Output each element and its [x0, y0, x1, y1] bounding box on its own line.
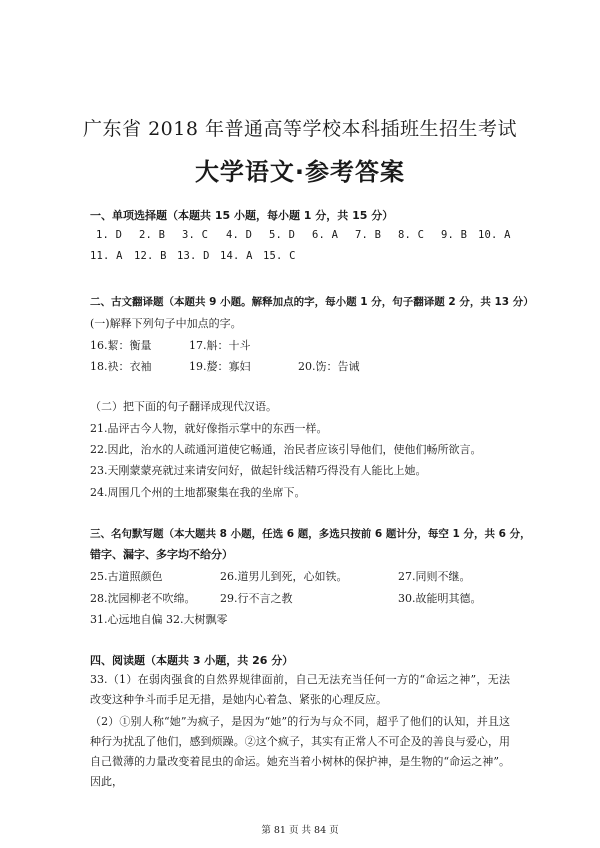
mcq-answer: 12. B — [134, 250, 167, 262]
word-answer: 17.斛：十斗 — [189, 339, 251, 352]
reading-answer-paragraph: 33.（1）在弱肉强食的自然界规律面前，自己无法充当任何一方的“命运之神”，无法改变这种争斗而手足无措，是她内心着急、紧张的心理反应。 — [90, 673, 510, 706]
quote-answer: 29.行不言之教 — [220, 592, 293, 605]
sentence-answer: 23.天刚蒙蒙亮就过来请安问好，做起针线活精巧得没有人能比上她。 — [90, 464, 427, 477]
mcq-answer: 15. C — [263, 250, 296, 262]
mcq-answer: 14. A — [220, 250, 253, 262]
page-title: 广东省 2018 年普通高等学校本科插班生招生考试 — [83, 118, 517, 140]
mcq-answer: 3. C — [182, 229, 209, 241]
mcq-answer: 7. B — [355, 229, 382, 241]
mcq-answer: 11. A — [90, 250, 123, 262]
mcq-answer: 6. A — [312, 229, 339, 241]
sentence-answer: 22.因此，治水的人疏通河道使它畅通，治民者应该引导他们，使他们畅所欲言。 — [90, 443, 482, 456]
quote-answer: 27.同则不继。 — [398, 570, 471, 583]
section1-heading: 一、单项选择题（本题共 15 小题，每小题 1 分，共 15 分） — [90, 209, 394, 222]
reading-answer-paragraph: （2）①别人称“她”为疯子，是因为“她”的行为与众不同，超乎了他们的认知，并且这种行为扰乱了他们，感到烦躁。②这个疯子，其实有正常人不可企及的善良与爱心，用自己微薄的力量改变着昆虫的命运。她充当着小树林的保护神，是生物的“命运之神”。因此， — [90, 715, 510, 788]
mcq-answer: 9. B — [441, 229, 468, 241]
mcq-answer: 13. D — [177, 250, 210, 262]
page-subtitle: 大学语文·参考答案 — [194, 158, 406, 186]
quote-answer: 25.古道照颜色 — [90, 570, 163, 583]
quote-answer: 30.故能明其德。 — [398, 592, 482, 605]
word-answer: 16.絜：衡量 — [90, 339, 152, 352]
quote-answer: 26.道男儿到死，心如铁。 — [220, 570, 348, 583]
section2-sub1: (一)解释下列句子中加点的字。 — [90, 317, 242, 330]
mcq-answer: 1. D — [96, 229, 123, 241]
mcq-answer: 10. A — [478, 229, 511, 241]
mcq-answer: 5. D — [269, 229, 296, 241]
mcq-answer: 8. C — [398, 229, 425, 241]
section2-heading: 二、古文翻译题（本题共 9 小题。解释加点的字，每小题 1 分，句子翻译题 2 分，共 13 分） — [90, 296, 534, 308]
sentence-answer: 21.品评古今人物，就好像指示掌中的东西一样。 — [90, 422, 328, 435]
mcq-answer: 4. D — [226, 229, 253, 241]
quote-answer: 28.沈园柳老不吹绵。 — [90, 592, 196, 605]
quote-answer: 31.心远地自偏 32.大树飘零 — [90, 613, 228, 626]
word-answer: 18.袂：衣袖 — [90, 360, 152, 373]
section4-heading: 四、阅读题（本题共 3 小题，共 26 分） — [90, 654, 294, 667]
section2-sub2: （二）把下面的句子翻译成现代汉语。 — [90, 400, 277, 413]
word-answer: 20.饬：告诫 — [298, 360, 360, 373]
section3-heading-cont: 错字、漏字、多字均不给分） — [90, 548, 233, 561]
mcq-answer: 2. B — [139, 229, 166, 241]
word-answer: 19.嫠：寡妇 — [189, 360, 251, 373]
page-number: 第 81 页 共 84 页 — [261, 825, 339, 836]
section3-heading: 三、名句默写题（本大题共 8 小题，任选 6 题，多选只按前 6 题计分，每空 1 分，共 6 分， — [90, 528, 531, 540]
sentence-answer: 24.周围几个州的土地都聚集在我的坐席下。 — [90, 486, 306, 499]
